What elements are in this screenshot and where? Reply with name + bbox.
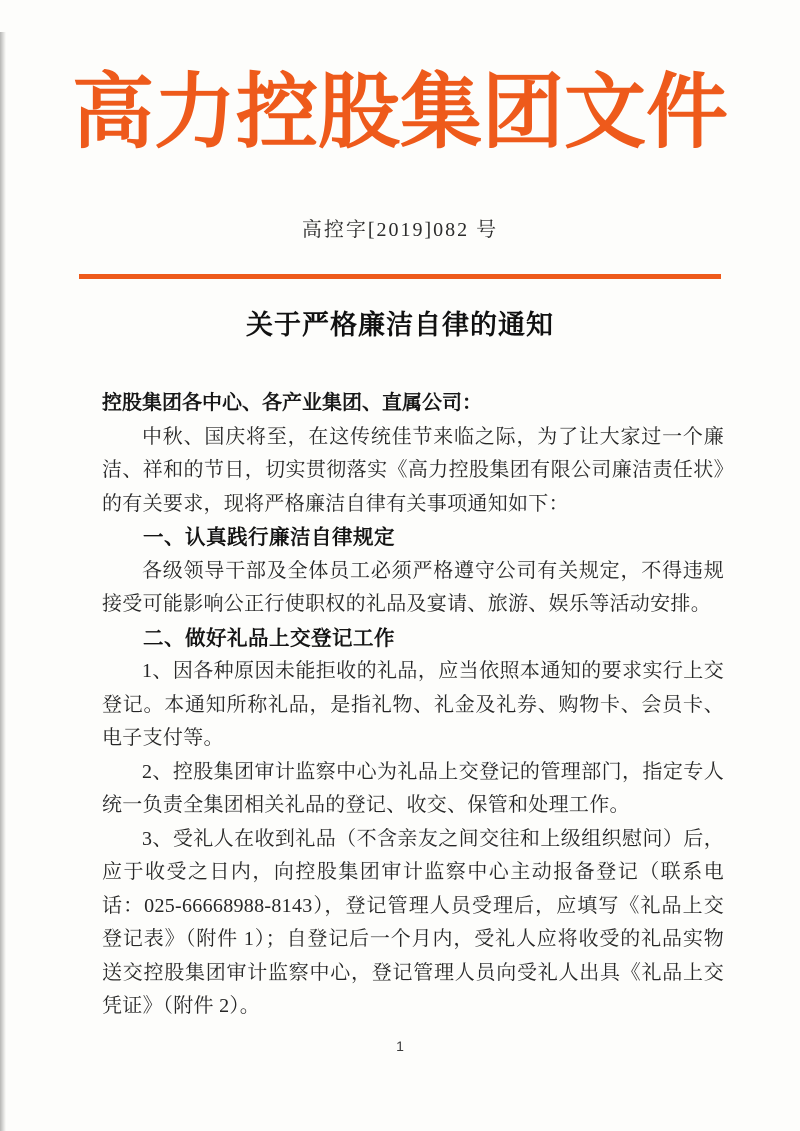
letterhead-title: 高力控股集团文件 [71, 67, 728, 158]
scan-edge [0, 32, 6, 1131]
body-paragraphs [102, 421, 724, 1024]
header-divider-rule [79, 274, 721, 279]
page-number: 1 [396, 1038, 404, 1054]
body-paragraph: 各级领导干部及全体员工必须严格遵守公司有关规定，不得违规接受可能影响公正行使职权的礼品及宴请、旅游、娱乐等活动安排。 [102, 559, 724, 616]
body-paragraph: 1、因各种原因未能拒收的礼品，应当依照本通知的要求实行上交登记。本通知所称礼品，是指礼物、礼金及礼券、购物卡、会员卡、电子支付等。 [102, 660, 724, 750]
body-paragraph: 3、受礼人在收到礼品（不含亲友之间交往和上级组织慰问）后，应于收受之日内，向控股集团审计监察中心主动报备登记（联系电话：025-66668988-8143），登记管理人员受理后，应填写《礼品上交登记表》（附件 1）；自登记后一个月内，受礼人应将收受的礼品实物送交控股集团审计监察中心，登记管理人员向受礼人出具《礼品上交凭证》（附件 2）。 [102, 827, 724, 1018]
body-paragraph: 中秋、国庆将至，在这传统佳节来临之际，为了让大家过一个廉洁、祥和的节日，切实贯彻落实《高力控股集团有限公司廉洁责任状》的有关要求，现将严格廉洁自律有关事项通知如下： [102, 425, 724, 515]
document-number: 高控字[2019]082 号 [301, 219, 499, 242]
body-paragraph: 2、控股集团审计监察中心为礼品上交登记的管理部门，指定专人统一负责全集团相关礼品的登记、收交、保管和处理工作。 [102, 760, 724, 817]
section-heading: 一、认真践行廉洁自律规定 [143, 526, 395, 550]
section-heading: 二、做好礼品上交登记工作 [143, 626, 395, 650]
document-body [102, 387, 724, 1024]
notice-title: 关于严格廉洁自律的通知 [246, 310, 554, 341]
salutation: 控股集团各中心、各产业集团、直属公司： [102, 392, 482, 415]
